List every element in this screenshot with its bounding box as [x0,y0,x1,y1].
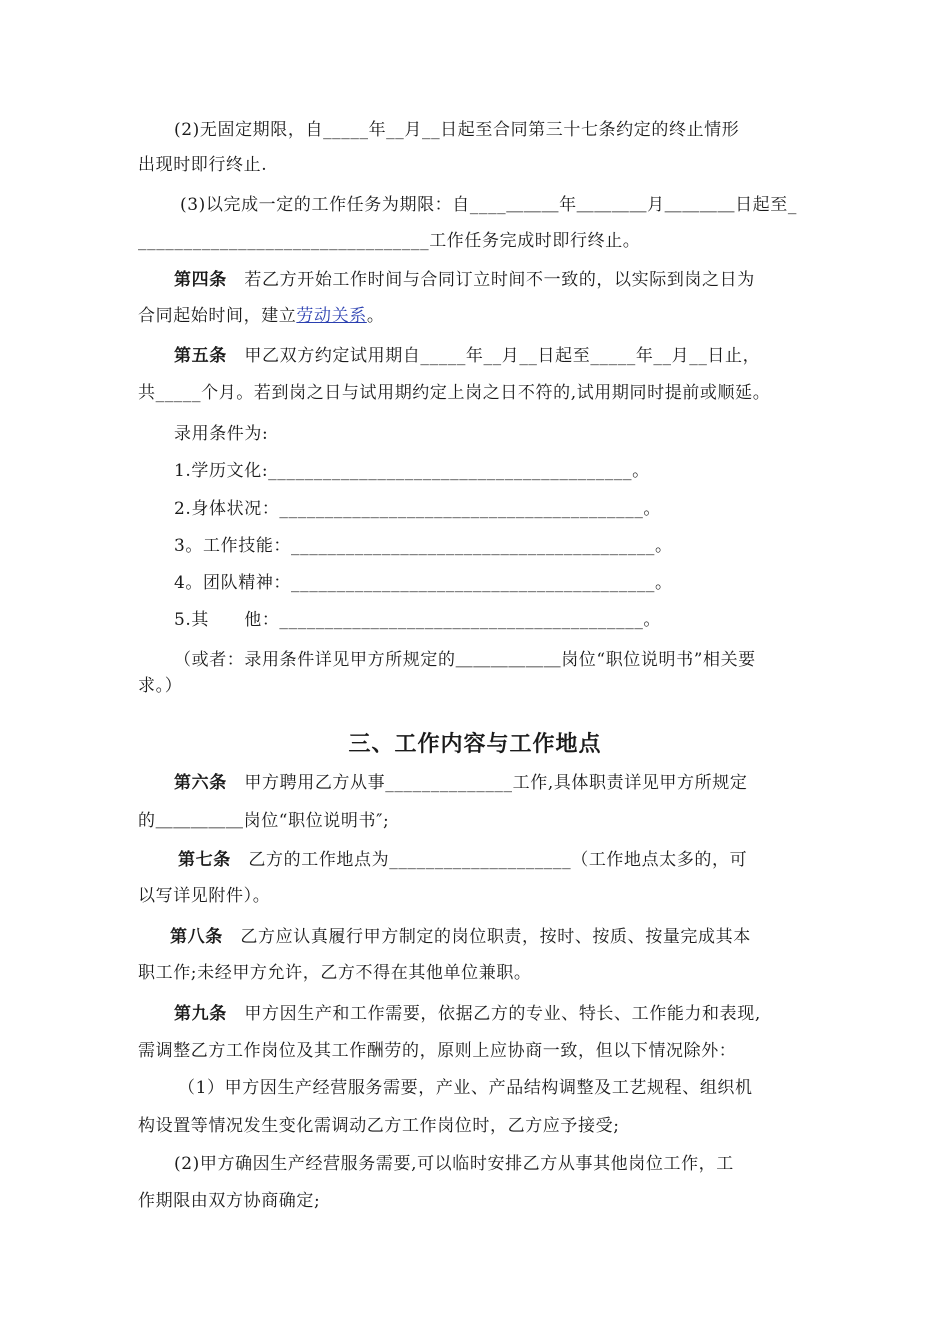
conditions-alt-line-1: （或者：录用条件详见甲方所规定的＿＿＿＿＿＿岗位“职位说明书”相关要 [174,650,756,670]
clause-4-text-2: 合同起始时间，建立 [138,306,297,326]
clause-9-item-1-line-2: 构设置等情况发生变化需调动乙方工作岗位时，乙方应予接受; [138,1116,620,1136]
clause-9-label: 第九条 [174,1004,227,1024]
condition-other: 5.其 他：________________________________________。 [174,610,662,630]
clause-8-text: 乙方应认真履行甲方制定的岗位职责，按时、按质、按量完成其本 [240,927,751,947]
clause-8-line-1 [170,925,751,949]
clause-4-line-1 [174,268,755,292]
conditions-alt-line-2: 求。） [138,676,183,696]
clause-5-text: 甲乙双方约定试用期自_____年__月__日起至_____年__月__日止， [244,346,761,366]
clause-9-item-1-line-1: （1）甲方因生产经营服务需要，产业、产品结构调整及工艺规程、组织机 [178,1078,753,1098]
clause-6-line-2: 的＿＿＿＿＿岗位“职位说明书″; [138,811,390,831]
clause-8-label: 第八条 [170,927,223,947]
clause-9-line-2: 需调整乙方工作岗位及其工作酬劳的，原则上应协商一致，但以下情况除外： [138,1041,737,1061]
clause-7-line-1 [178,848,747,872]
clause-5-label: 第五条 [174,346,227,366]
clause-3-item-3-line-1: (3)以完成一定的工作任务为期限：自____＿＿＿年＿＿＿＿月＿＿＿＿日起至_ [180,195,797,215]
section-heading: 三、工作内容与工作地点 [348,732,602,757]
clause-7-line-2: 以写详见附件）。 [138,886,271,906]
condition-teamwork: 4。团队精神：________________________________________。 [174,573,673,593]
hiring-conditions-title: 录用条件为: [174,424,269,444]
clause-3-item-2-line-1: (2)无固定期限，自_____年__月__日起至合同第三十七条约定的终止情形 [174,120,740,140]
clause-4-line-2 [138,304,384,328]
clause-8-line-2: 职工作;未经甲方允许，乙方不得在其他单位兼职。 [138,963,532,983]
clause-5-line-2: 共_____个月。若到岗之日与试用期约定上岗之日不符的,试用期同时提前或顺延。 [138,383,771,403]
clause-6-label: 第六条 [174,773,227,793]
condition-education: 1.学历文化:________________________________________。 [174,461,650,481]
clause-6-line-1 [174,771,747,795]
clause-3-item-3-line-2: ________________________________工作任务完成时即行终止。 [138,231,641,251]
clause-9-line-1 [174,1002,761,1026]
condition-health: 2.身体状况：________________________________________。 [174,499,662,519]
clause-4-label: 第四条 [174,270,227,290]
condition-skills: 3。工作技能：________________________________________。 [174,536,673,556]
clause-7-text: 乙方的工作地点为____________________（工作地点太多的，可 [248,850,748,870]
labor-relation-link[interactable]: 劳动关系 [296,306,367,326]
clause-4-period: 。 [366,306,385,326]
clause-7-label: 第七条 [178,850,231,870]
clause-4-text: 若乙方开始工作时间与合同订立时间不一致的，以实际到岗之日为 [244,270,755,290]
clause-6-text: 甲方聘用乙方从事______________工作,具体职责详见甲方所规定 [244,773,748,793]
clause-9-text: 甲方因生产和工作需要，依据乙方的专业、特长、工作能力和表现, [244,1004,761,1024]
clause-9-item-2-line-2: 作期限由双方协商确定; [138,1191,321,1211]
clause-5-line-1 [174,344,760,368]
clause-3-item-2-line-2: 出现时即行终止. [138,155,268,175]
clause-9-item-2-line-1: (2)甲方确因生产经营服务需要,可以临时安排乙方从事其他岗位工作，工 [174,1154,734,1174]
